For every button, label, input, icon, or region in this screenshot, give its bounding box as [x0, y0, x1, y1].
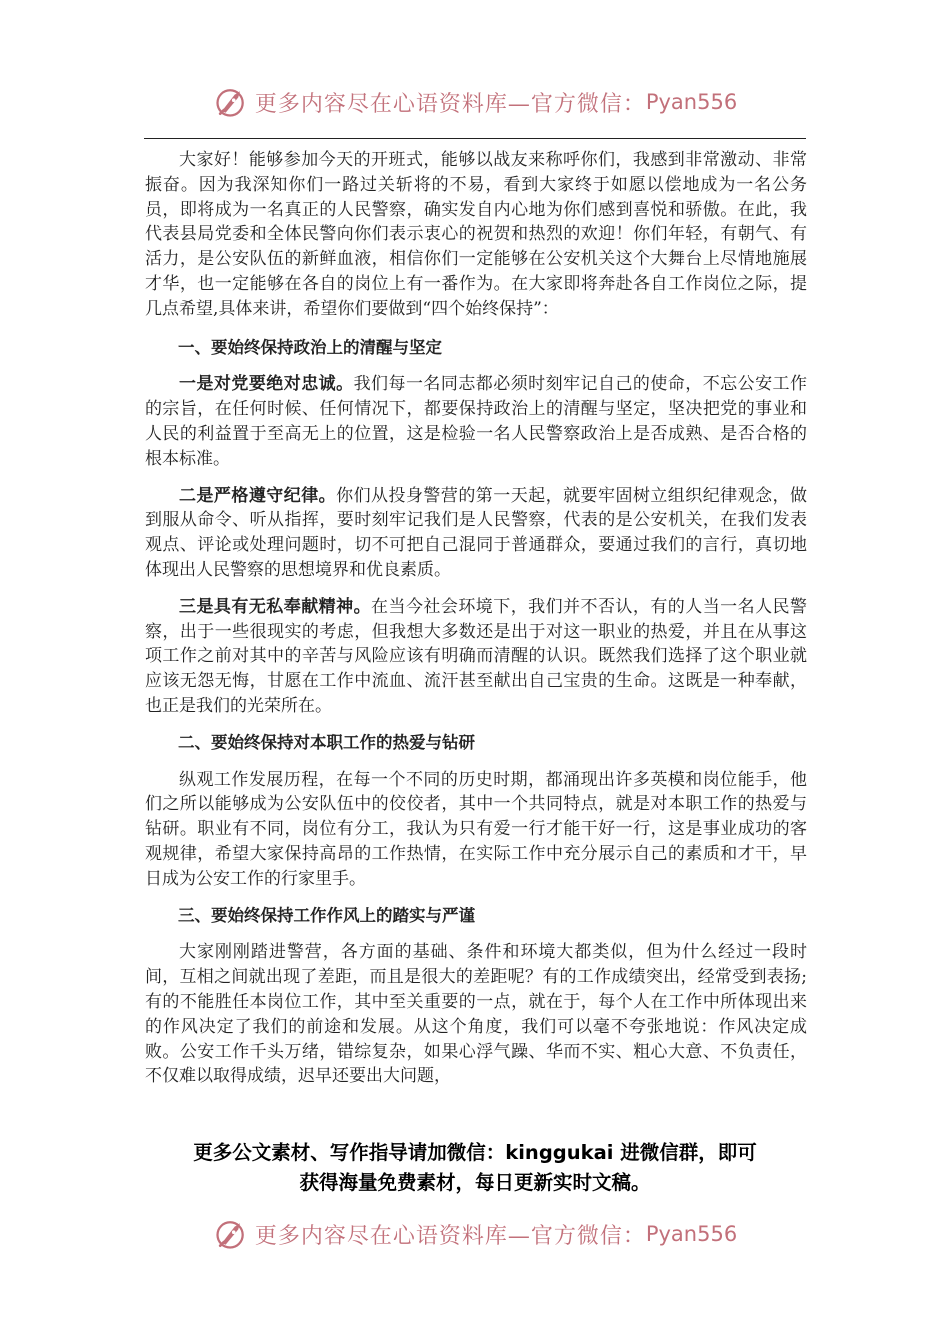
- promo-banner: [0, 1138, 950, 1198]
- section-2-paragraph: 纵观工作发展历程，在每一个不同的历史时期，都涌现出许多英模和岗位能手，他们之所以能够成为公安队伍中的佼佼者，其中一个共同特点，就是对本职工作的热爱与钻研。职业有不同，岗位有分工，我认为只有爱一行才能干好一行，这是事业成功的客观规律，希望大家保持高昂的工作热情，在实际工作中充分展示自己的素质和才干，早日成为公安工作的行家里手。: [145, 769, 807, 889]
- footer-brand-text: 更多内容尽在心语资料库—官方微信：: [254, 1223, 646, 1249]
- paragraph-text: 我们每一名同志都必须时刻牢记自己的使命，不忘公安工作的宗旨，在任何时候、任何情况下，都要保持政治上的清醒与坚定，坚决把党的事业和人民的利益置于至高无上的位置，这是检验一名人民警察政治上是否成熟、是否合格的根本标准。: [145, 374, 808, 469]
- pen-nib-logo-icon: [213, 84, 249, 120]
- section-1-paragraph-2: [145, 484, 807, 583]
- header-brand-text: 更多内容尽在心语资料库—官方微信：: [254, 91, 646, 117]
- section-2-heading: 二、要始终保持对本职工作的热爱与钻研: [178, 732, 475, 752]
- section-3-paragraph: 大家刚刚踏进警营，各方面的基础、条件和环境大都类似，但为什么经过一段时间，互相之间就出现了差距，而且是很大的差距呢？有的工作成绩突出，经常受到表扬;有的不能胜任本岗位工作，其中至关重要的一点，就在于，每个人在工作中所体现出来的作风决定了我们的前途和发展。从这个角度，我们可以毫不夸张地说：作风决定成败。公安工作千头万绪，错综复杂，如果心浮气躁、华而不实、粗心大意、不负责任，不仅难以取得成绩，迟早还要出大问题，: [145, 942, 807, 1087]
- promo-line-2: 获得海量免费素材，每日更新实时文稿。: [299, 1171, 651, 1194]
- document-body: [145, 148, 807, 1101]
- section-1-paragraph-1: [145, 372, 807, 471]
- footer-brand-id: Pyan556: [645, 1222, 738, 1246]
- footer-watermark: [0, 1212, 950, 1256]
- paragraph-text: 你们从投身警营的第一天起，就要牢固树立组织纪律观念，做到服从命令、听从指挥，要时刻牢记我们是人民警察，代表的是公安机关，在我们发表观点、评论或处理问题时，切不可把自己混同于普通群众，要通过我们的言行，真切地体现出人民警察的思想境界和优良素质。: [145, 485, 808, 580]
- paragraph-lead: 三是具有无私奉献精神。: [179, 596, 372, 617]
- intro-paragraph: 大家好！能够参加今天的开班式，能够以战友来称呼你们，我感到非常激动、非常振奋。因为我深知你们一路过关斩将的不易，看到大家终于如愿以偿地成为一名公务员，即将成为一名真正的人民警察，确实发自内心地为你们感到喜悦和骄傲。在此，我代表县局党委和全体民警向你们表示衷心的祝贺和热烈的欢迎！你们年轻，有朝气、有活力，是公安队伍的新鲜血液，相信你们一定能够在公安机关这个大舞台上尽情地施展才华，也一定能够在各自的岗位上有一番作为。在大家即将奔赴各自工作岗位之际，提几点希望,具体来讲，希望你们要做到“四个始终保持”：: [145, 150, 807, 319]
- section-1-paragraph-3: [145, 595, 807, 719]
- section-3-heading: 三、要始终保持工作作风上的踏实与严谨: [178, 905, 475, 925]
- pen-nib-logo-icon: [213, 1216, 249, 1252]
- paragraph-lead: 二是严格遵守纪律。: [179, 485, 337, 506]
- header-divider: [144, 138, 806, 139]
- paragraph-lead: 一是对党要绝对忠诚。: [179, 374, 354, 395]
- section-1-heading: 一、要始终保持政治上的清醒与坚定: [178, 337, 442, 357]
- header-brand-id: Pyan556: [645, 90, 738, 114]
- header-watermark: [0, 80, 950, 124]
- promo-line-1: 更多公文素材、写作指导请加微信：kinggukai 进微信群，即可: [193, 1141, 757, 1164]
- paragraph-text: 在当今社会环境下，我们并不否认，有的人当一名人民警察，出于一些很现实的考虑，但我想大多数还是出于对这一职业的热爱，并且在从事这项工作之前对其中的辛苦与风险应该有明确而清醒的认识。既然我们选择了这个职业就应该无怨无悔，甘愿在工作中流血、流汗甚至献出自己宝贵的生命。这既是一种奉献，也正是我们的光荣所在。: [145, 596, 808, 716]
